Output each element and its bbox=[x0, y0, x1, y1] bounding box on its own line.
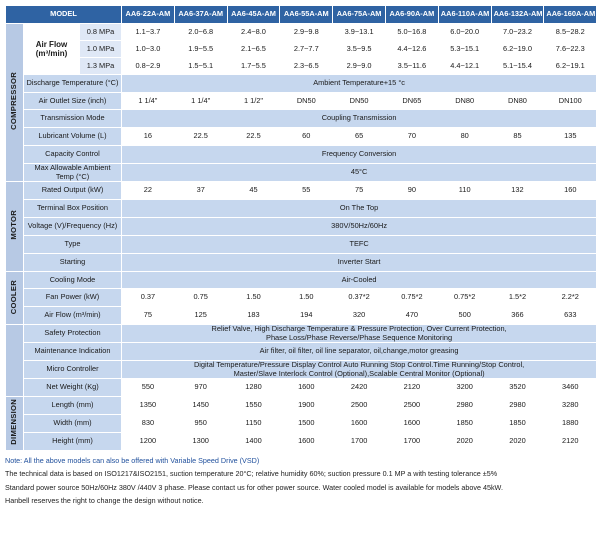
value-cell: 1900 bbox=[280, 397, 333, 415]
value-cell: 500 bbox=[438, 307, 491, 325]
spec-row-fan-power bbox=[6, 289, 597, 307]
value-cell: 1 1/4" bbox=[122, 93, 175, 110]
value-cell: 633 bbox=[544, 307, 597, 325]
value-cell: 45 bbox=[227, 182, 280, 200]
value-cell: 1450 bbox=[174, 397, 227, 415]
air-flow-row bbox=[6, 41, 597, 58]
value-cell: 1.5*2 bbox=[491, 289, 544, 307]
merged-value-cell: TEFC bbox=[122, 236, 597, 254]
row-label: Width (mm) bbox=[24, 415, 122, 433]
value-cell: 320 bbox=[333, 307, 386, 325]
air-flow-value: 1.9~5.5 bbox=[174, 41, 227, 58]
value-cell: DN50 bbox=[280, 93, 333, 110]
merged-value-cell: Coupling Transmission bbox=[122, 110, 597, 128]
value-cell: 75 bbox=[333, 182, 386, 200]
table-body bbox=[6, 24, 597, 451]
merged-value-cell: Air-Cooled bbox=[122, 272, 597, 289]
value-cell: 1400 bbox=[227, 433, 280, 451]
design-change-note: Hanbell reserves the right to change the design without notice. bbox=[5, 495, 204, 505]
row-label: Type bbox=[24, 236, 122, 254]
value-cell: 2500 bbox=[385, 397, 438, 415]
spec-row-voltage bbox=[6, 218, 597, 236]
air-flow-value: 0.8~2.9 bbox=[122, 58, 175, 75]
air-flow-value: 2.4~8.0 bbox=[227, 24, 280, 41]
model-header-cell: AA6-132A-AM bbox=[491, 6, 544, 24]
air-flow-label-line-2: (m³/min) bbox=[35, 49, 68, 58]
value-cell: 2120 bbox=[385, 379, 438, 397]
value-cell: 1850 bbox=[438, 415, 491, 433]
value-cell: 2500 bbox=[333, 397, 386, 415]
value-cell: DN65 bbox=[385, 93, 438, 110]
air-flow-value: 3.5~9.5 bbox=[333, 41, 386, 58]
value-cell: 1280 bbox=[227, 379, 280, 397]
value-cell: DN80 bbox=[438, 93, 491, 110]
merged-value-cell: Inverter Start bbox=[122, 254, 597, 272]
value-cell: 194 bbox=[280, 307, 333, 325]
value-cell: DN100 bbox=[544, 93, 597, 110]
value-cell: 550 bbox=[122, 379, 175, 397]
value-cell: 970 bbox=[174, 379, 227, 397]
row-label: Starting bbox=[24, 254, 122, 272]
air-flow-value: 5.1~15.4 bbox=[491, 58, 544, 75]
spec-row-max-ambient bbox=[6, 164, 597, 182]
air-flow-value: 1.5~5.1 bbox=[174, 58, 227, 75]
model-header-cell: AA6-37A-AM bbox=[174, 6, 227, 24]
value-cell: DN80 bbox=[491, 93, 544, 110]
air-flow-value: 2.9~9.0 bbox=[333, 58, 386, 75]
row-label: Discharge Temperature (°C) bbox=[24, 75, 122, 93]
air-flow-value: 1.7~5.5 bbox=[227, 58, 280, 75]
model-header-cell: AA6-75A-AM bbox=[333, 6, 386, 24]
air-flow-value: 6.2~19.0 bbox=[491, 41, 544, 58]
pressure-label: 1.0 MPa bbox=[80, 41, 122, 58]
value-cell: 16 bbox=[122, 128, 175, 146]
section-label-text: COOLER bbox=[9, 279, 19, 314]
value-cell: 1600 bbox=[280, 379, 333, 397]
footer-notes bbox=[5, 454, 596, 507]
model-header-cell: AA6-22A-AM bbox=[122, 6, 175, 24]
value-cell: 125 bbox=[174, 307, 227, 325]
value-cell: 1550 bbox=[227, 397, 280, 415]
value-cell: 55 bbox=[280, 182, 333, 200]
spec-row-micro bbox=[6, 361, 597, 379]
value-cell: 85 bbox=[491, 128, 544, 146]
model-header: MODEL bbox=[6, 6, 122, 24]
spec-row-cooler-air-flow bbox=[6, 307, 597, 325]
value-cell: 70 bbox=[385, 128, 438, 146]
air-flow-value: 7.0~23.2 bbox=[491, 24, 544, 41]
spec-row-rated-output bbox=[6, 182, 597, 200]
spec-row-starting bbox=[6, 254, 597, 272]
model-header-cell: AA6-110A-AM bbox=[438, 6, 491, 24]
value-cell: 1850 bbox=[491, 415, 544, 433]
spec-row-length bbox=[6, 397, 597, 415]
air-flow-label-line-1: Air Flow bbox=[35, 39, 68, 49]
air-flow-value: 1.0~3.0 bbox=[122, 41, 175, 58]
value-cell: 830 bbox=[122, 415, 175, 433]
spec-row-terminal-box bbox=[6, 200, 597, 218]
row-label: Terminal Box Position bbox=[24, 200, 122, 218]
value-cell: 1 1/4" bbox=[174, 93, 227, 110]
value-cell: 1 1/2" bbox=[227, 93, 280, 110]
spec-row-height bbox=[6, 433, 597, 451]
air-flow-value: 3.9~13.1 bbox=[333, 24, 386, 41]
row-label: Capacity Control bbox=[24, 146, 122, 164]
header-row bbox=[6, 6, 597, 24]
air-flow-value: 3.5~11.6 bbox=[385, 58, 438, 75]
value-cell: 1200 bbox=[122, 433, 175, 451]
air-flow-row bbox=[6, 58, 597, 75]
value-cell: 2020 bbox=[438, 433, 491, 451]
row-label: Transmission Mode bbox=[24, 110, 122, 128]
value-cell: 1500 bbox=[280, 415, 333, 433]
value-cell: 132 bbox=[491, 182, 544, 200]
row-label: Safety Protection bbox=[24, 325, 122, 343]
value-cell: 2.2*2 bbox=[544, 289, 597, 307]
spec-sheet bbox=[5, 5, 596, 507]
air-flow-value: 6.2~19.1 bbox=[544, 58, 597, 75]
spec-row-capacity bbox=[6, 146, 597, 164]
spec-row-discharge-temp bbox=[6, 75, 597, 93]
row-label: Length (mm) bbox=[24, 397, 122, 415]
merged-value-cell: 45°C bbox=[122, 164, 597, 182]
value-cell: 1.50 bbox=[227, 289, 280, 307]
spec-row-cooling-mode bbox=[6, 272, 597, 289]
model-header-cell: AA6-90A-AM bbox=[385, 6, 438, 24]
value-cell: 22.5 bbox=[227, 128, 280, 146]
value-cell: 90 bbox=[385, 182, 438, 200]
section-label-text: MOTOR bbox=[9, 210, 19, 241]
row-label: Maintenance Indication bbox=[24, 343, 122, 361]
row-label: Net Weight (Kg) bbox=[24, 379, 122, 397]
value-cell: 1600 bbox=[280, 433, 333, 451]
spec-row-safety bbox=[6, 325, 597, 343]
air-flow-value: 2.1~6.5 bbox=[227, 41, 280, 58]
row-label: Height (mm) bbox=[24, 433, 122, 451]
value-cell: 950 bbox=[174, 415, 227, 433]
section-label-motor bbox=[6, 182, 24, 272]
value-cell: 1150 bbox=[227, 415, 280, 433]
value-cell: 2120 bbox=[544, 433, 597, 451]
value-cell: 1300 bbox=[174, 433, 227, 451]
air-flow-value: 2.9~9.8 bbox=[280, 24, 333, 41]
merged-value-cell bbox=[122, 361, 597, 379]
section-label-cooler bbox=[6, 272, 24, 325]
value-cell: 2020 bbox=[491, 433, 544, 451]
value-cell: 110 bbox=[438, 182, 491, 200]
value-cell: 0.37 bbox=[122, 289, 175, 307]
value-cell: 2980 bbox=[491, 397, 544, 415]
merged-value-line-2: Phase Loss/Phase Reverse/Phase Sequence Monitoring bbox=[266, 332, 453, 342]
row-label: Air Flow (m³/min) bbox=[24, 307, 122, 325]
merged-value-cell bbox=[122, 325, 597, 343]
value-cell: DN50 bbox=[333, 93, 386, 110]
air-flow-value: 6.0~20.0 bbox=[438, 24, 491, 41]
merged-value-cell: Ambient Temperature+15 °c bbox=[122, 75, 597, 93]
pressure-label: 0.8 MPa bbox=[80, 24, 122, 41]
model-header-cell: AA6-45A-AM bbox=[227, 6, 280, 24]
value-cell: 0.75*2 bbox=[385, 289, 438, 307]
value-cell: 80 bbox=[438, 128, 491, 146]
merged-value-line-2: Master/Slave Interlock Control (Optional),Scalable Central Monitor (Optional) bbox=[233, 368, 485, 378]
value-cell: 1700 bbox=[333, 433, 386, 451]
value-cell: 183 bbox=[227, 307, 280, 325]
value-cell: 37 bbox=[174, 182, 227, 200]
value-cell: 1600 bbox=[385, 415, 438, 433]
section-label-compressor bbox=[6, 24, 24, 182]
model-header-cell: AA6-160A-AM bbox=[544, 6, 597, 24]
value-cell: 65 bbox=[333, 128, 386, 146]
technical-basis-note: The technical data is based on ISO1217&ISO2151, suction temperature 20°C; relative humidity 60%; suction pressure 0.1 MP a with testing tolerance ±5% bbox=[5, 469, 498, 479]
air-flow-value: 2.7~7.7 bbox=[280, 41, 333, 58]
row-label: Fan Power (kW) bbox=[24, 289, 122, 307]
value-cell: 0.75*2 bbox=[438, 289, 491, 307]
value-cell: 1350 bbox=[122, 397, 175, 415]
section-label-text: COMPRESSOR bbox=[9, 72, 19, 131]
value-cell: 1700 bbox=[385, 433, 438, 451]
air-flow-value: 5.0~16.8 bbox=[385, 24, 438, 41]
row-label: Lubricant Volume (L) bbox=[24, 128, 122, 146]
spec-row-type bbox=[6, 236, 597, 254]
merged-value-line-1: Relief Valve, High Discharge Temperature & Pressure Protection, Over Current Protection, bbox=[211, 324, 507, 334]
section-label-dimension bbox=[6, 397, 24, 451]
row-label: Max Allowable Ambient Temp (°C) bbox=[24, 164, 122, 182]
merged-value-cell: Air filter, oil filter, oil line separator, oil,change,motor greasing bbox=[122, 343, 597, 361]
value-cell: 366 bbox=[491, 307, 544, 325]
value-cell: 160 bbox=[544, 182, 597, 200]
merged-value-line-1: Digital Temperature/Pressure Display Control Auto Running Stop Control.Time Running/Stop Control, bbox=[193, 360, 525, 370]
air-flow-row bbox=[6, 24, 597, 41]
section-label-text: DIMENSION bbox=[9, 399, 19, 446]
value-cell: 470 bbox=[385, 307, 438, 325]
air-flow-label bbox=[24, 24, 80, 75]
value-cell: 22.5 bbox=[174, 128, 227, 146]
row-label: Voltage (V)/Frequency (Hz) bbox=[24, 218, 122, 236]
air-flow-value: 2.0~6.8 bbox=[174, 24, 227, 41]
vsd-note: Note: All the above models can also be offered with Variable Speed Drive (VSD) bbox=[5, 456, 260, 466]
value-cell: 1.50 bbox=[280, 289, 333, 307]
model-header-cell: AA6-55A-AM bbox=[280, 6, 333, 24]
value-cell: 1600 bbox=[333, 415, 386, 433]
row-label: Rated Output (kW) bbox=[24, 182, 122, 200]
value-cell: 3460 bbox=[544, 379, 597, 397]
spec-row-air-outlet bbox=[6, 93, 597, 110]
air-flow-value: 8.5~28.2 bbox=[544, 24, 597, 41]
air-flow-value: 1.1~3.7 bbox=[122, 24, 175, 41]
section-label-blank bbox=[6, 325, 24, 397]
merged-value-cell: On The Top bbox=[122, 200, 597, 218]
row-label: Air Outlet Size (inch) bbox=[24, 93, 122, 110]
row-label: Micro Controller bbox=[24, 361, 122, 379]
merged-value-cell: 380V/50Hz/60Hz bbox=[122, 218, 597, 236]
spec-row-transmission bbox=[6, 110, 597, 128]
air-flow-value: 4.4~12.1 bbox=[438, 58, 491, 75]
value-cell: 75 bbox=[122, 307, 175, 325]
air-flow-value: 2.3~6.5 bbox=[280, 58, 333, 75]
value-cell: 22 bbox=[122, 182, 175, 200]
pressure-label: 1.3 MPa bbox=[80, 58, 122, 75]
value-cell: 3520 bbox=[491, 379, 544, 397]
air-flow-value: 7.6~22.3 bbox=[544, 41, 597, 58]
value-cell: 0.75 bbox=[174, 289, 227, 307]
air-flow-value: 5.3~15.1 bbox=[438, 41, 491, 58]
value-cell: 0.37*2 bbox=[333, 289, 386, 307]
value-cell: 2420 bbox=[333, 379, 386, 397]
power-source-note: Standard power source 50Hz/60Hz 380V /440V 3 phase. Please contact us for other power source. Water cooled model is available for models above 45kW. bbox=[5, 482, 503, 492]
air-flow-value: 4.4~12.6 bbox=[385, 41, 438, 58]
value-cell: 135 bbox=[544, 128, 597, 146]
spec-row-width bbox=[6, 415, 597, 433]
spec-row-lubricant bbox=[6, 128, 597, 146]
value-cell: 1880 bbox=[544, 415, 597, 433]
row-label: Cooling Mode bbox=[24, 272, 122, 289]
value-cell: 2980 bbox=[438, 397, 491, 415]
value-cell: 3280 bbox=[544, 397, 597, 415]
spec-row-maintenance bbox=[6, 343, 597, 361]
spec-row-net-weight bbox=[6, 379, 597, 397]
value-cell: 3200 bbox=[438, 379, 491, 397]
value-cell: 60 bbox=[280, 128, 333, 146]
specification-table bbox=[5, 5, 597, 451]
merged-value-cell: Frequency Conversion bbox=[122, 146, 597, 164]
